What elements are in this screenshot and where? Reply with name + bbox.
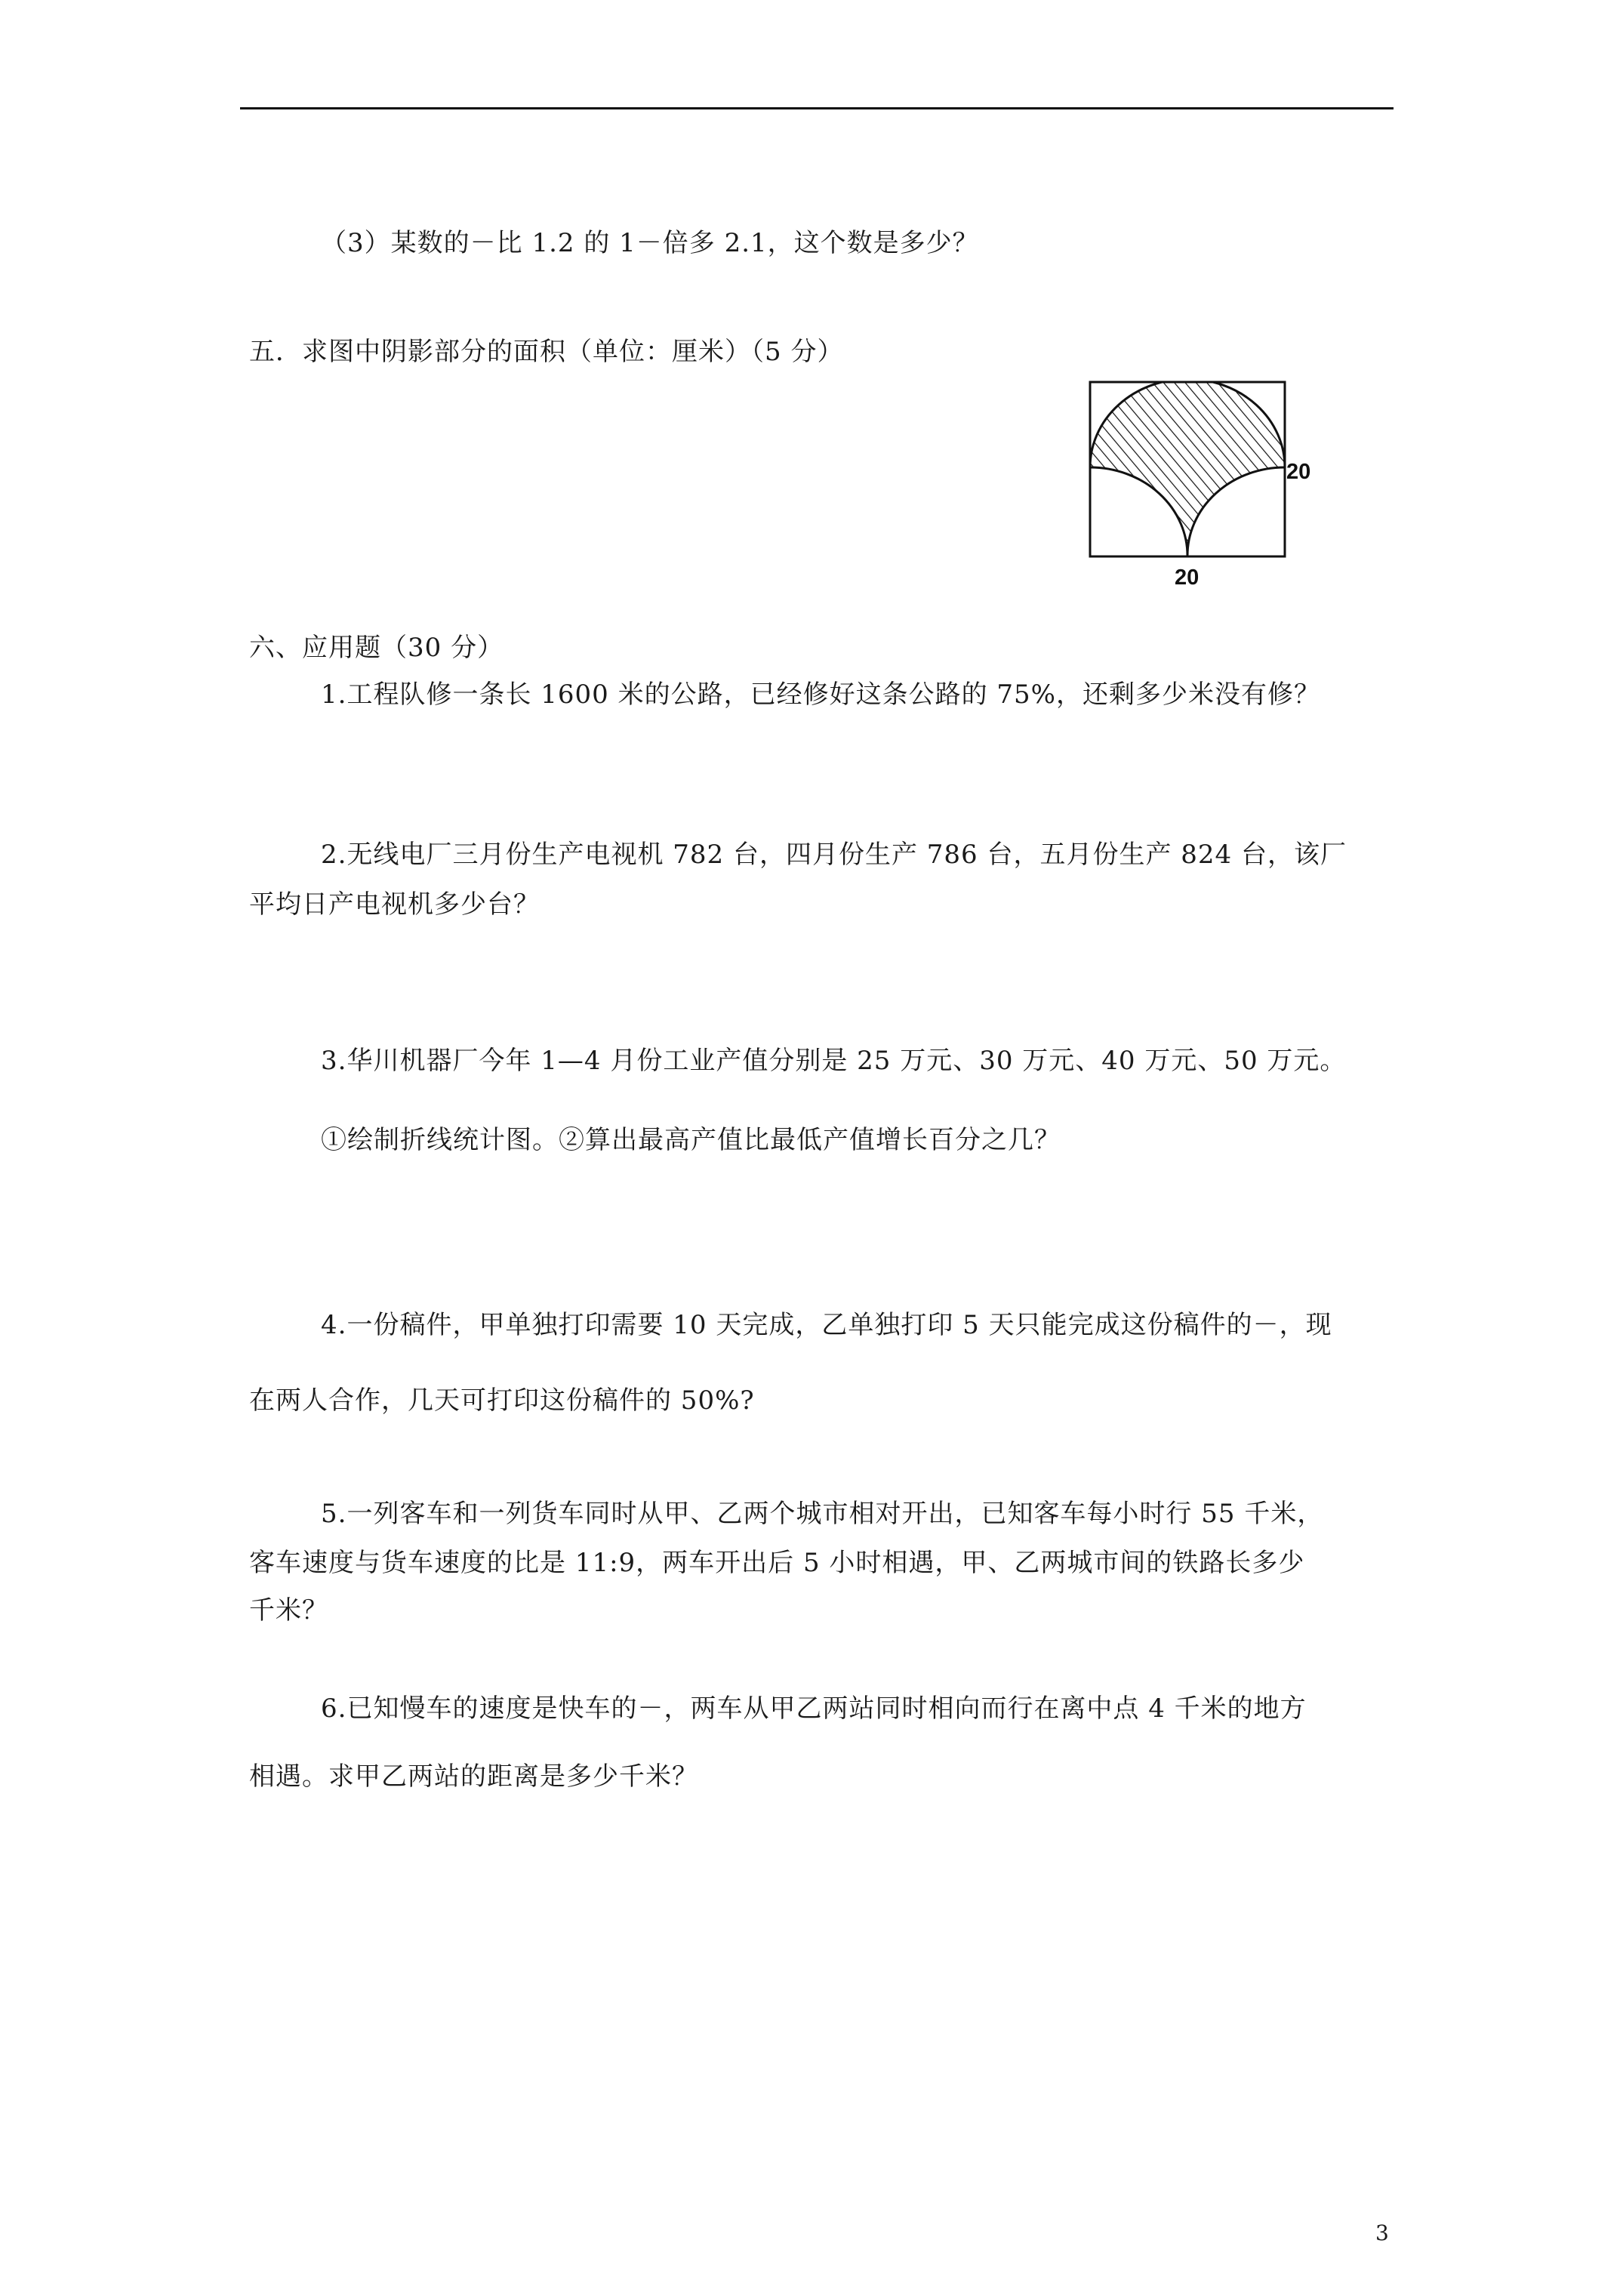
side-length-label: 20 (1286, 460, 1311, 484)
section-5-heading: 五．求图中阴影部分的面积（单位：厘米）（5 分） (249, 337, 844, 367)
app-question-3-line-1: 3.华川机器厂今年 1—4 月份工业产值分别是 25 万元、30 万元、40 万元、50 万元。 (321, 1046, 1347, 1076)
app-question-5-line-2: 客车速度与货车速度的比是 11:9，两车开出后 5 小时相遇，甲、乙两城市间的铁路长多少 (249, 1548, 1305, 1578)
app-question-2-line-1: 2.无线电厂三月份生产电视机 782 台，四月份生产 786 台，五月份生产 824 台，该厂 (321, 840, 1347, 870)
app-question-5-line-1: 5.一列客车和一列货车同时从甲、乙两个城市相对开出，已知客车每小时行 55 千米， (321, 1499, 1324, 1529)
shaded-area-figure (1084, 379, 1326, 592)
bottom-length-label: 20 (1175, 566, 1200, 590)
page-number: 3 (1375, 2220, 1389, 2245)
header-rule (240, 107, 1394, 109)
app-question-6-line-2: 相遇。求甲乙两站的距离是多少千米？ (249, 1761, 698, 1792)
app-question-2-line-2: 平均日产电视机多少台？ (249, 889, 540, 920)
app-question-5-line-3: 千米？ (249, 1595, 328, 1626)
app-question-4-line-1: 4.一份稿件，甲单独打印需要 10 天完成，乙单独打印 5 天只能完成这份稿件的－，现 (321, 1310, 1332, 1340)
app-question-3-line-2: ①绘制折线统计图。②算出最高产值比最低产值增长百分之几？ (321, 1125, 1061, 1155)
app-question-4-line-2: 在两人合作，几天可打印这份稿件的 50%? (249, 1385, 755, 1416)
question-3-text: （3）某数的－比 1.2 的 1－倍多 2.1，这个数是多少？ (321, 228, 979, 258)
section-6-heading: 六、应用题（30 分） (249, 633, 504, 663)
app-question-6-line-1: 6.已知慢车的速度是快车的－，两车从甲乙两站同时相向而行在离中点 4 千米的地方 (321, 1693, 1307, 1724)
app-question-1: 1.工程队修一条长 1600 米的公路，已经修好这条公路的 75%，还剩多少米没有修？ (321, 680, 1320, 710)
